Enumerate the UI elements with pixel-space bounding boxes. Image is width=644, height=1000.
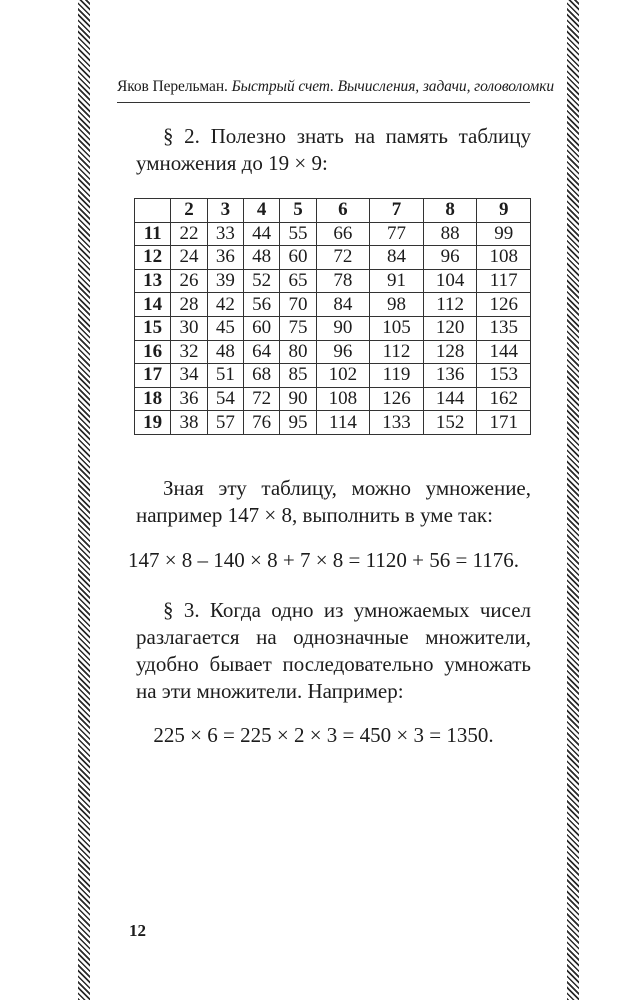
table-cell: 52 — [243, 269, 279, 293]
table-cell: 104 — [423, 269, 477, 293]
table-cell: 60 — [280, 246, 316, 270]
formula-1: 147 × 8 – 140 × 8 + 7 × 8 = 1120 + 56 = 1176. — [127, 548, 520, 572]
decorative-border-right — [567, 0, 579, 1000]
table-cell: 108 — [316, 387, 370, 411]
multiplication-table — [134, 198, 531, 435]
table-cell: 72 — [243, 387, 279, 411]
table-cell: 112 — [423, 293, 477, 317]
table-cell: 76 — [243, 411, 279, 435]
table-cell: 32 — [171, 340, 207, 364]
table-header-row — [135, 199, 531, 223]
table-row-header: 19 — [135, 411, 171, 435]
table-cell: 48 — [243, 246, 279, 270]
table-row-header: 17 — [135, 364, 171, 388]
table-cell: 75 — [280, 316, 316, 340]
table-row-header: 18 — [135, 387, 171, 411]
table-cell: 128 — [423, 340, 477, 364]
formula-2: 225 × 6 = 225 × 2 × 3 = 450 × 3 = 1350. — [153, 723, 494, 747]
table-cell: 65 — [280, 269, 316, 293]
table-cell: 57 — [207, 411, 243, 435]
table-cell: 84 — [316, 293, 370, 317]
table-cell: 77 — [370, 222, 424, 246]
table-row — [135, 364, 531, 388]
table-cell: 64 — [243, 340, 279, 364]
table-column-header: 9 — [477, 199, 531, 223]
table-cell: 80 — [280, 340, 316, 364]
table-cell: 36 — [207, 246, 243, 270]
table-row — [135, 222, 531, 246]
table-cell: 90 — [280, 387, 316, 411]
table-row — [135, 340, 531, 364]
table-row-header: 12 — [135, 246, 171, 270]
table-cell: 96 — [423, 246, 477, 270]
table-cell: 39 — [207, 269, 243, 293]
table-cell: 126 — [477, 293, 531, 317]
header-rule — [117, 102, 530, 103]
table-row — [135, 269, 531, 293]
table-cell: 84 — [370, 246, 424, 270]
table-cell: 70 — [280, 293, 316, 317]
table-cell: 36 — [171, 387, 207, 411]
table-cell: 126 — [370, 387, 424, 411]
table-row — [135, 293, 531, 317]
table-cell: 22 — [171, 222, 207, 246]
table-cell: 44 — [243, 222, 279, 246]
table-column-header: 7 — [370, 199, 424, 223]
table-row-header: 13 — [135, 269, 171, 293]
table-cell: 171 — [477, 411, 531, 435]
table-cell: 26 — [171, 269, 207, 293]
table-cell: 144 — [477, 340, 531, 364]
table-cell: 136 — [423, 364, 477, 388]
table-cell: 114 — [316, 411, 370, 435]
table-cell: 90 — [316, 316, 370, 340]
table-cell: 45 — [207, 316, 243, 340]
decorative-border-left — [78, 0, 90, 1000]
table-cell: 102 — [316, 364, 370, 388]
table-cell: 162 — [477, 387, 531, 411]
table-cell: 99 — [477, 222, 531, 246]
table-cell: 105 — [370, 316, 424, 340]
table-row — [135, 246, 531, 270]
table-cell: 66 — [316, 222, 370, 246]
table-cell: 96 — [316, 340, 370, 364]
table-column-header: 8 — [423, 199, 477, 223]
table-cell: 135 — [477, 316, 531, 340]
table-cell: 54 — [207, 387, 243, 411]
table-cell: 28 — [171, 293, 207, 317]
table-row-header: 14 — [135, 293, 171, 317]
table-cell: 34 — [171, 364, 207, 388]
table-cell: 78 — [316, 269, 370, 293]
table-row — [135, 411, 531, 435]
table-cell: 117 — [477, 269, 531, 293]
table-cell: 133 — [370, 411, 424, 435]
table-cell: 85 — [280, 364, 316, 388]
table-cell: 48 — [207, 340, 243, 364]
table-cell: 55 — [280, 222, 316, 246]
table-row — [135, 316, 531, 340]
table-corner-cell — [135, 199, 171, 223]
section-3-paragraph: § 3. Когда одно из умножаемых чисел разлагается на однозначные множители, удобно бывает последовательно умножать на эти множители. Например: — [136, 598, 531, 703]
table-column-header: 5 — [280, 199, 316, 223]
header-author: Яков Перельман. — [117, 78, 228, 95]
table-cell: 152 — [423, 411, 477, 435]
table-cell: 91 — [370, 269, 424, 293]
table-column-header: 6 — [316, 199, 370, 223]
paragraph-usage: Зная эту таблицу, можно умножение, например 147 × 8, выполнить в уме так: — [136, 476, 531, 527]
table-cell: 51 — [207, 364, 243, 388]
table-row — [135, 387, 531, 411]
table-cell: 144 — [423, 387, 477, 411]
table-cell: 153 — [477, 364, 531, 388]
table-cell: 42 — [207, 293, 243, 317]
table-cell: 68 — [243, 364, 279, 388]
table-cell: 112 — [370, 340, 424, 364]
table-cell: 72 — [316, 246, 370, 270]
table-row-header: 15 — [135, 316, 171, 340]
table-cell: 95 — [280, 411, 316, 435]
table-row-header: 11 — [135, 222, 171, 246]
table-cell: 119 — [370, 364, 424, 388]
table-column-header: 3 — [207, 199, 243, 223]
running-header — [117, 78, 555, 96]
table-cell: 38 — [171, 411, 207, 435]
table-cell: 120 — [423, 316, 477, 340]
table-cell: 30 — [171, 316, 207, 340]
header-book-title: Быстрый счет. Вычисления, задачи, головоломки — [231, 78, 555, 95]
table-row-header: 16 — [135, 340, 171, 364]
table-cell: 108 — [477, 246, 531, 270]
table-cell: 24 — [171, 246, 207, 270]
page-number: 12 — [129, 921, 146, 940]
table-column-header: 2 — [171, 199, 207, 223]
table-column-header: 4 — [243, 199, 279, 223]
table-cell: 88 — [423, 222, 477, 246]
section-2-paragraph: § 2. Полезно знать на память таблицу умножения до 19 × 9: — [136, 124, 531, 175]
table-cell: 56 — [243, 293, 279, 317]
table-body — [135, 222, 531, 434]
table-cell: 98 — [370, 293, 424, 317]
table-cell: 60 — [243, 316, 279, 340]
table-cell: 33 — [207, 222, 243, 246]
